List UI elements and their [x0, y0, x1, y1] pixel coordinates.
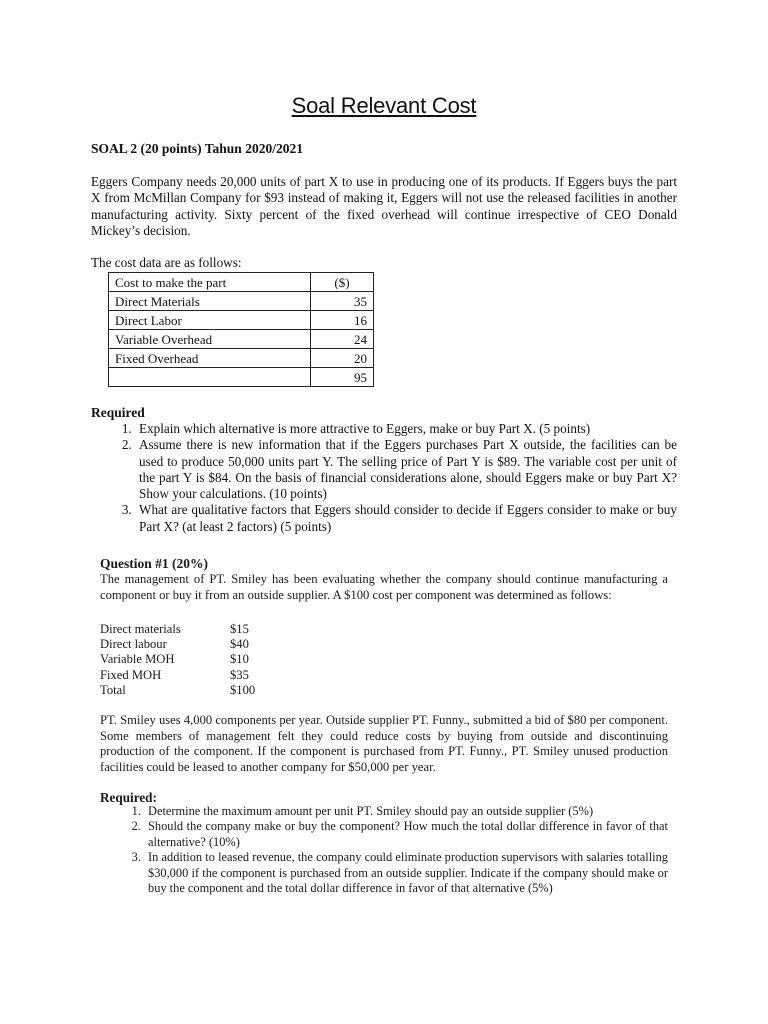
list-item: 1. Determine the maximum amount per unit PT. Smiley should pay an outside supplier (5%)	[144, 804, 668, 819]
table-cell-label	[109, 368, 311, 387]
cost-intro: The cost data are as follows:	[91, 255, 242, 270]
list-item: 1. Explain which alternative is more attractive to Eggers, make or buy Part X. (5 points)	[135, 421, 677, 437]
cost-value: $100	[230, 682, 256, 697]
cost-row	[100, 622, 255, 637]
question1-paragraph: The management of PT. Smiley has been evaluating whether the company should continue manufacturing a component or buy it from an outside supplier. A $100 cost per component was determined as follows:	[100, 572, 668, 602]
cost-row	[100, 652, 255, 667]
question1-required-label: Required:	[100, 790, 157, 805]
list-item: 2. Should the company make or buy the component? How much the total dollar difference in favor of that alternative? (10%)	[144, 819, 668, 850]
table-cell-label: Direct Materials	[109, 292, 311, 311]
table-row	[109, 311, 374, 330]
cost-label: Total	[100, 682, 126, 697]
cost-value: $10	[230, 652, 249, 667]
list-item: 2. Assume there is new information that if the Eggers purchases Part X outside, the facilities can be used to produce 50,000 units part Y. The selling price of Part Y is $89. The variable cost per unit of the part Y is $84. On the basis of financial considerations alone, should Eggers make or buy Part X? Show your calculations. (10 points)	[135, 437, 677, 502]
table-total-value: 95	[311, 368, 374, 387]
question1-heading: Question #1 (20%)	[100, 556, 208, 571]
cost-table	[108, 272, 374, 387]
table-total-row	[109, 368, 374, 387]
soal2-required-list	[91, 421, 677, 535]
table-header-unit: ($)	[311, 273, 374, 292]
table-header-row	[109, 273, 374, 292]
question1-required-list	[100, 804, 668, 896]
cost-label: Direct materials	[100, 622, 181, 636]
table-cell-value: 35	[311, 292, 374, 311]
cost-row	[100, 683, 255, 698]
question1-cost-list	[100, 622, 255, 698]
cost-row	[100, 637, 255, 652]
cost-value: $40	[230, 637, 249, 652]
cost-label: Direct labour	[100, 637, 167, 652]
table-cell-value: 24	[311, 330, 374, 349]
list-item: 3. What are qualitative factors that Eggers should consider to decide if Eggers consider to make or buy Part X? (at least 2 factors) (5 points)	[135, 502, 677, 535]
question1-paragraph-2: PT. Smiley uses 4,000 components per year. Outside supplier PT. Funny., submitted a bid of $80 per component. Some members of management felt they could reduce costs by buying from outside and discontinuing production of the component. If the component is purchased from PT. Funny., PT. Smiley unused production facilities could be leased to another company for $50,000 per year.	[100, 713, 668, 774]
cost-row	[100, 668, 255, 683]
table-row	[109, 330, 374, 349]
table-cell-value: 20	[311, 349, 374, 368]
soal2-paragraph: Eggers Company needs 20,000 units of part X to use in producing one of its products. If Eggers buys the part X from McMillan Company for $93 instead of making it, Eggers will not use the released facilities in another manufacturing activity. Sixty percent of the fixed overhead will continue irrespective of CEO Donald Mickey’s decision.	[91, 174, 677, 238]
list-item: 3. In addition to leased revenue, the company could eliminate production supervisors with salaries totalling $30,000 if the component is purchased from an outside supplier. Indicate if the company should make or buy the component and the total dollar difference in favor of that alternative (5%)	[144, 850, 668, 896]
table-header-label: Cost to make the part	[109, 273, 311, 292]
cost-label: Fixed MOH	[100, 667, 162, 682]
table-cell-value: 16	[311, 311, 374, 330]
cost-value: $15	[230, 622, 249, 636]
cost-value: $35	[230, 667, 249, 682]
soal2-heading: SOAL 2 (20 points) Tahun 2020/2021	[91, 141, 303, 156]
table-row	[109, 292, 374, 311]
table-cell-label: Variable Overhead	[109, 330, 311, 349]
table-row	[109, 349, 374, 368]
cost-label: Variable MOH	[100, 652, 175, 667]
table-cell-label: Direct Labor	[109, 311, 311, 330]
table-cell-label: Fixed Overhead	[109, 349, 311, 368]
page-title: Soal Relevant Cost	[291, 93, 477, 118]
soal2-required-label: Required	[91, 405, 145, 420]
